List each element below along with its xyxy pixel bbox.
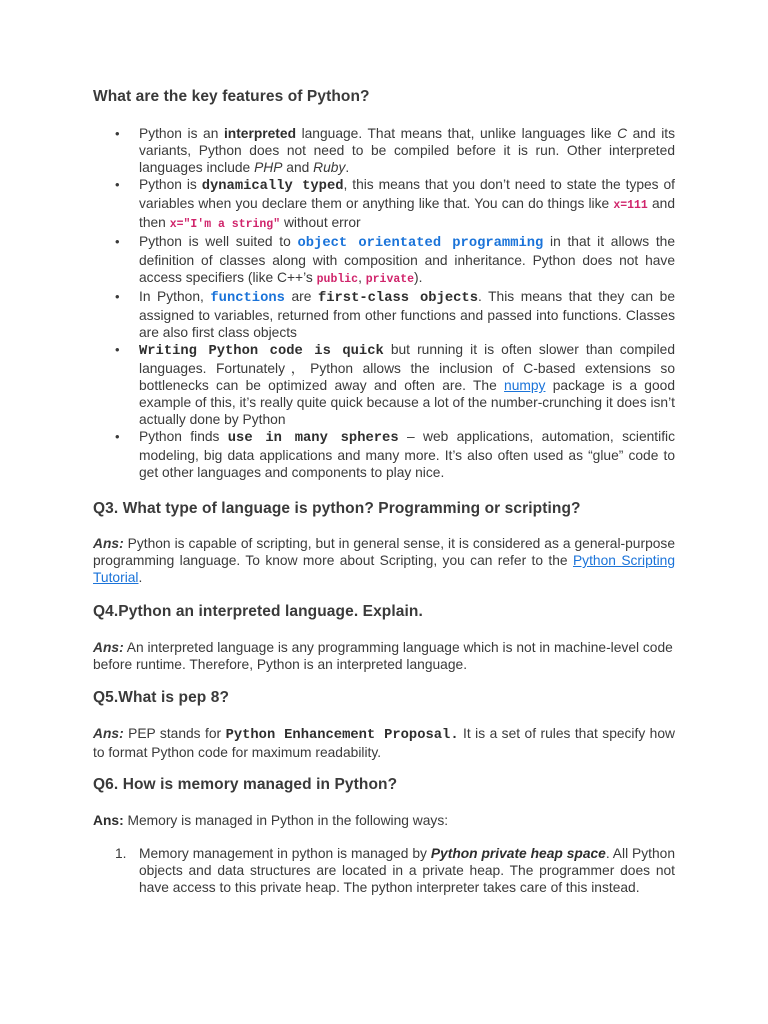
code-snippet: x="I'm a string" [169, 218, 281, 231]
list-item: • Python is dynamically typed, this means that you don’t need to state the types of variables when you declare them or anything like that. You can do things like x=111 and then x="I'm a string" without error [115, 177, 675, 231]
list-item: • Writing Python code is quick but running it is often slower than compiled languages. Fortunately，Python allows the inclusion of C-based extensions so bottlenecks can be optimized away and often are. The numpy package is a good example of this, it’s really quite quick because a lot of the number-crunching it does isn’t actually done by Python [115, 342, 675, 427]
bullet-icon: • [115, 126, 120, 141]
heading-key-features: What are the key features of Python? [93, 88, 370, 105]
ans-label: Ans: [93, 536, 124, 551]
answer-q3: Ans: Python is capable of scripting, but in general sense, it is considered as a general-purpose programming language. To know more about Scripting, you can refer to the Python Scripting Tutorial. [93, 536, 675, 585]
numpy-link[interactable]: numpy [504, 378, 546, 393]
answer-q4: Ans: An interpreted language is any programming language which is not in machine-level code before runtime. Therefore, Python is an interpreted language. [93, 640, 673, 672]
answer-q6: Ans: Memory is managed in Python in the following ways: [93, 813, 449, 828]
answer-q5: Ans: PEP stands for Python Enhancement Proposal. It is a set of rules that specify how to format Python code for maximum readability. [93, 726, 675, 760]
ans-label: Ans: [93, 813, 124, 828]
list-item: 1. Memory management in python is managed by Python private heap space. All Python objects and data structures are located in a private heap. The programmer does not have access to this private heap. The python interpreter takes care of this instead. [115, 846, 675, 895]
heading-q5: Q5.What is pep 8? [93, 689, 230, 706]
bullet-icon: • [115, 289, 120, 304]
bullet-icon: • [115, 177, 120, 192]
ans-label: Ans: [93, 726, 124, 741]
list-number: 1. [115, 846, 127, 861]
list-item: • Python is an interpreted language. That means that, unlike languages like C and its variants, Python does not need to be compiled before it is run. Other interpreted languages include PHP and Ruby. [115, 126, 676, 175]
list-item: • Python is well suited to object orientated programming in that it allows the definition of classes along with composition and inheritance. Python does not have access specifiers (like C++’s public, private). [115, 234, 675, 286]
list-item: • Python finds use in many spheres – web applications, automation, scientific modeling, big data applications and many more. It’s also often used as “glue” code to get other languages and components to play nice. [115, 429, 676, 480]
ans-label: Ans: [93, 640, 124, 655]
heading-q6: Q6. How is memory managed in Python? [93, 776, 398, 793]
code-snippet: public [316, 273, 359, 286]
memory-list [93, 845, 675, 896]
heading-q3: Q3. What type of language is python? Programming or scripting? [93, 500, 581, 517]
bullet-icon: • [115, 342, 120, 357]
features-list [93, 125, 675, 481]
bullet-icon: • [115, 234, 120, 249]
code-snippet: x=111 [613, 199, 648, 212]
python-scripting-tutorial-link[interactable]: Python Scripting Tutorial [93, 553, 675, 585]
list-item: • In Python, functions are first-class objects. This means that they can be assigned to variables, returned from other functions and passed into functions. Classes are also first class objects [115, 289, 676, 340]
bullet-icon: • [115, 429, 120, 444]
heading-q4: Q4.Python an interpreted language. Explain. [93, 603, 423, 620]
code-snippet: private [365, 273, 415, 286]
